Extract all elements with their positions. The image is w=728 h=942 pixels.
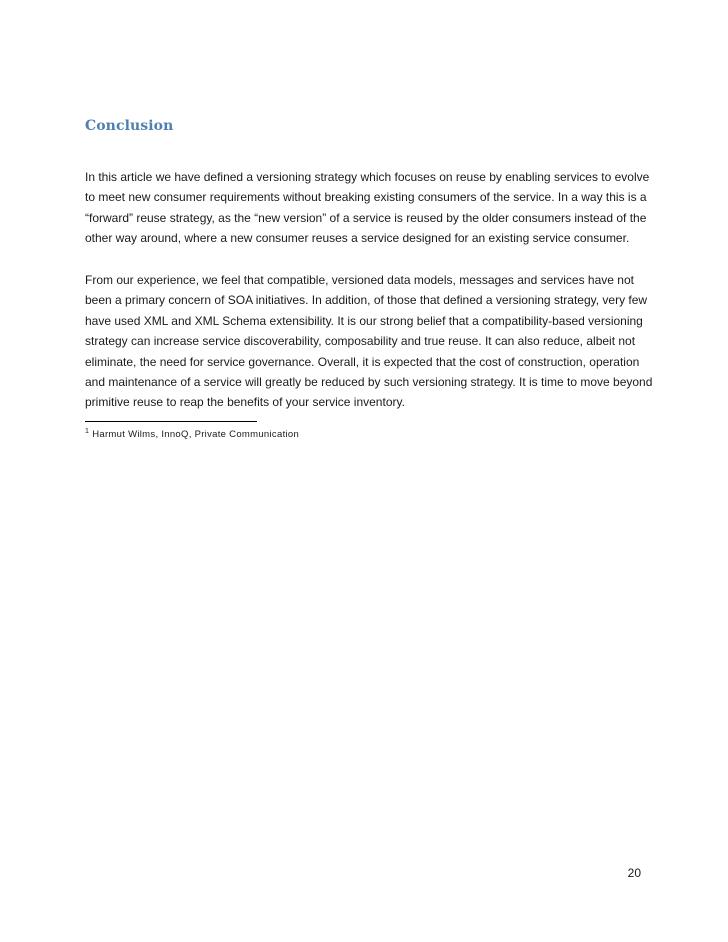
- footnote-separator: [85, 421, 257, 422]
- section-heading: Conclusion: [85, 118, 174, 134]
- footnote-text: Harmut Wilms, InnoQ, Private Communication: [92, 429, 300, 440]
- body-paragraph-1: In this article we have defined a versioning strategy which focuses on reuse by enabling services to evolve to meet new consumer requirements without breaking existing consumers of the service. In a way this is a “forward” reuse strategy, as the “new version” of a service is reused by the older consumers instead of the other way around, where a new consumer reuses a service designed for an existing service consumer.: [85, 170, 650, 246]
- body-paragraph-2: From our experience, we feel that compatible, versioned data models, messages and services have not been a primary concern of SOA initiatives. In addition, of those that defined a versioning strategy, very few have used XML and XML Schema extensibility. It is our strong belief that a compatibility-based versioning strategy can increase service discoverability, composability and true reuse. It can also reduce, albeit not eliminate, the need for service governance. Overall, it is expected that the cost of construction, operation and maintenance of a service will greatly be reduced by such versioning strategy. It is time to move beyond primitive reuse to reap the benefits of your service inventory.: [85, 273, 653, 410]
- footnote: [85, 429, 299, 440]
- footnote-marker: 1: [85, 428, 90, 435]
- page-number: 20: [627, 866, 641, 880]
